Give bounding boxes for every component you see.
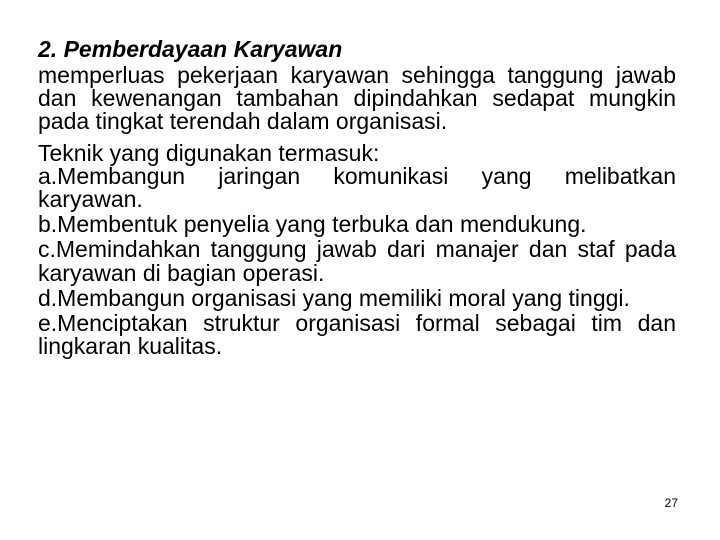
techniques-list — [38, 162, 676, 360]
technique-item-c: c.Memindahkan tanggung jawab dari manajer dan staf pada karyawan di bagian operasi. — [38, 236, 676, 286]
technique-item-b: b.Membentuk penyelia yang terbuka dan mendukung. — [38, 211, 587, 238]
techniques-lead: Teknik yang digunakan termasuk: — [38, 139, 380, 166]
technique-item-d: d.Membangun organisasi yang memiliki moral yang tinggi. — [38, 284, 630, 311]
technique-item-e: e.Menciptakan struktur organisasi formal sebagai tim dan lingkaran kualitas. — [38, 310, 676, 360]
section-heading: 2. Pemberdayaan Karyawan — [38, 36, 343, 62]
slide-content — [38, 36, 676, 358]
technique-item-a: a.Membangun jaringan komunikasi yang melibatkan karyawan. — [38, 162, 676, 213]
page-number: 27 — [664, 496, 678, 510]
intro-paragraph: memperluas pekerjaan karyawan sehingga tanggung jawab dan kewenangan tambahan dipindahkan sedapat mungkin pada tingkat terendah dalam organisasi. — [38, 62, 676, 135]
